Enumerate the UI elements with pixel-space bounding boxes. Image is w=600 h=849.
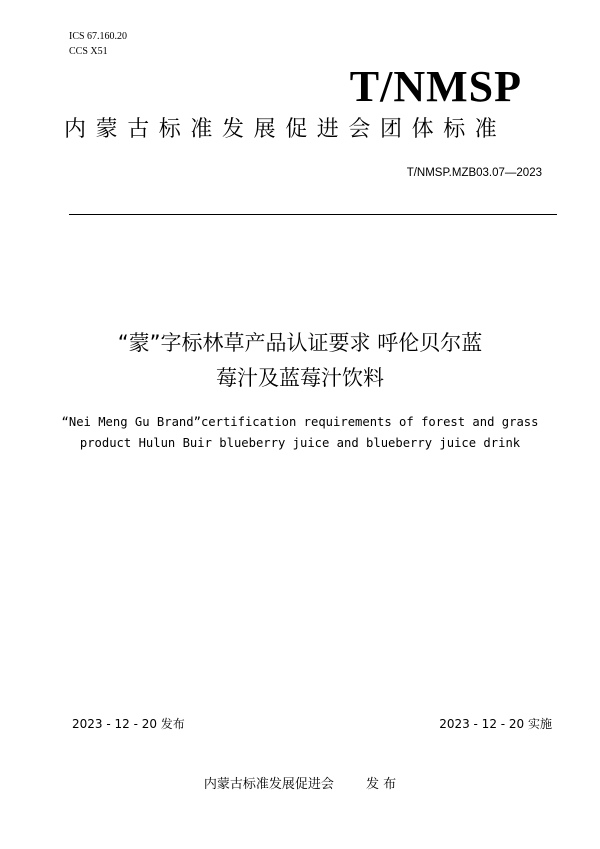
title-en-line-1: “Nei Meng Gu Brand”certification requirements of forest and grass (61, 415, 539, 429)
header-divider (69, 214, 557, 215)
title-en-line-2: product Hulun Buir blueberry juice and blueberry juice drink (79, 436, 521, 450)
publisher-name: 内蒙古标准发展促进会 (203, 777, 334, 792)
document-title-english (0, 412, 600, 454)
document-title-chinese (0, 326, 600, 396)
publish-label: 发 布 (365, 777, 397, 792)
ccs-code: CCS X51 (69, 46, 108, 57)
issue-date: 2023 - 12 - 20 发布 (72, 717, 185, 731)
title-cn-line-1: “蒙”字标林草产品认证要求 呼伦贝尔蓝 (117, 331, 483, 355)
brand-logo-text: T/NMSP (349, 62, 522, 111)
title-cn-line-2: 莓汁及蓝莓汁饮料 (216, 366, 384, 390)
implementation-date: 2023 - 12 - 20 实施 (439, 717, 552, 731)
standard-code: T/NMSP.MZB03.07—2023 (406, 167, 542, 179)
publisher-line (0, 776, 600, 794)
organization-title: 内蒙古标准发展促进会团体标准 (64, 117, 507, 142)
ics-code: ICS 67.160.20 (69, 31, 128, 42)
